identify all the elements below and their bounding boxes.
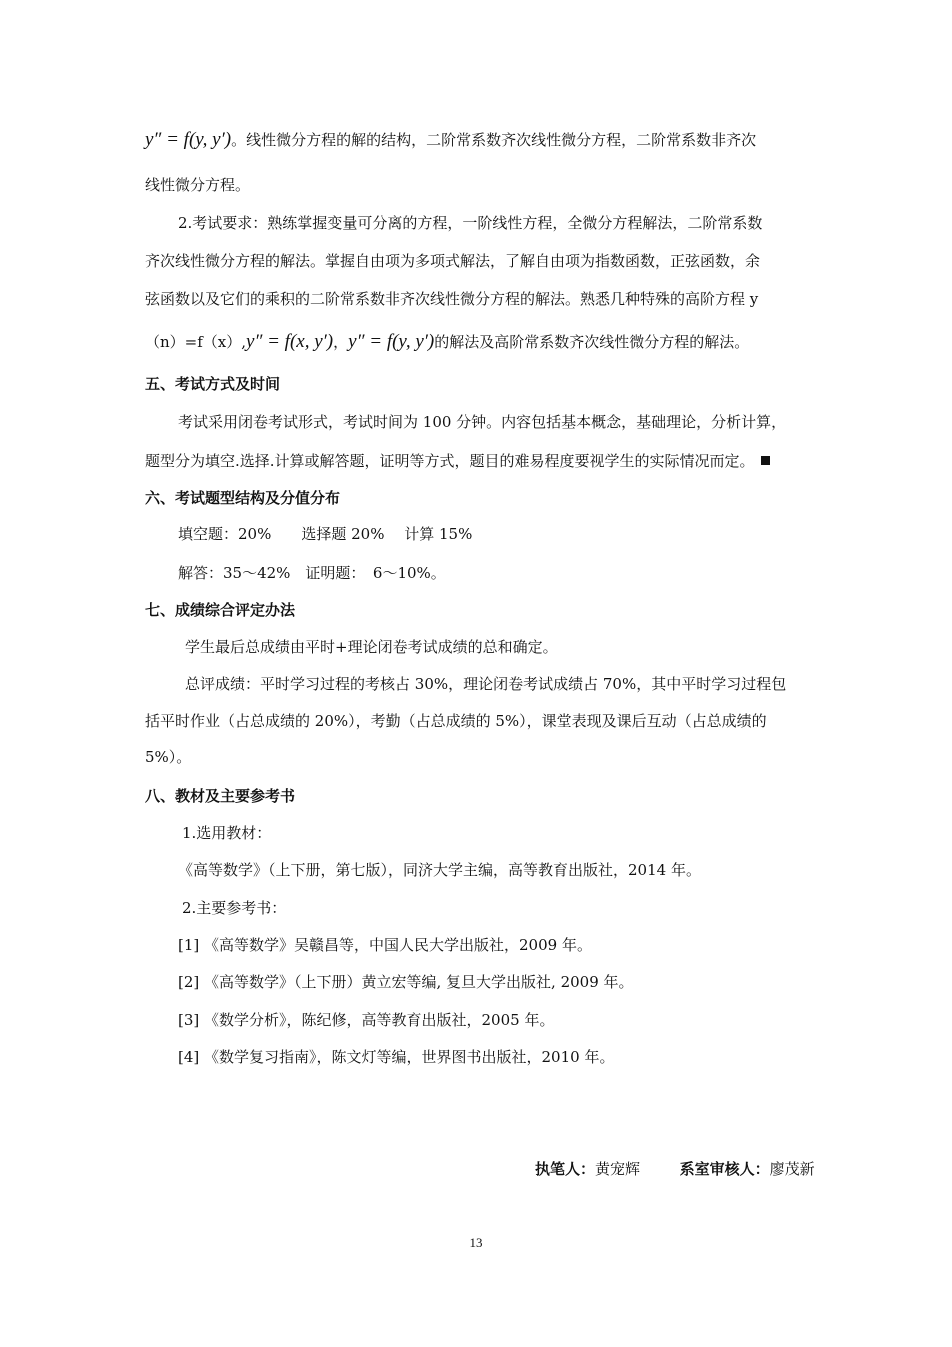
- paragraph-line: 括平时作业（占总成绩的 20%），考勤（占总成绩的 5%），课堂表现及课后互动（占总成绩的: [145, 712, 767, 730]
- score-distribution-line: 解答：35～42% 证明题： 6～10%。: [178, 564, 446, 582]
- exam-requirement-line: 齐次线性微分方程的解法。掌握自由项为多项式解法，了解自由项为指数函数，正弦函数，余: [145, 252, 761, 270]
- text: 。线性微分方程的解的结构，二阶常系数齐次线性微分方程，二阶常系数非齐次: [231, 131, 757, 149]
- textbook-entry: 《高等数学》（上下册，第七版），同济大学主编，高等教育出版社，2014 年。: [178, 861, 701, 879]
- section-heading: 八、教材及主要参考书: [145, 787, 296, 805]
- separator: ，: [333, 333, 349, 351]
- paragraph-line: 线性微分方程。: [145, 176, 251, 194]
- paragraph-line: [145, 128, 756, 152]
- reviewer-label: 系室审核人：: [679, 1160, 770, 1178]
- reference-item: [4] 《数学复习指南》，陈文灯等编，世界图书出版社，2010 年。: [178, 1048, 615, 1066]
- end-mark-icon: [761, 456, 770, 465]
- text: 的解法及高阶常系数齐次线性微分方程的解法。: [434, 333, 750, 351]
- page-number: 13: [469, 1235, 483, 1250]
- paragraph-line: 考试采用闭卷考试形式，考试时间为 100 分钟。内容包括基本概念，基础理论，分析计算，: [178, 413, 787, 431]
- text: 题型分为填空.选择.计算或解答题，证明等方式，题目的难易程度要视学生的实际情况而定。: [145, 452, 755, 470]
- paragraph-line: 总评成绩：平时学习过程的考核占 30%，理论闭卷考试成绩占 70%，其中平时学习过程包: [185, 675, 787, 693]
- score-distribution-line: 填空题：20% 选择题 20% 计算 15%: [178, 525, 473, 543]
- reference-item: [1] 《高等数学》吴赣昌等，中国人民大学出版社，2009 年。: [178, 936, 592, 954]
- section-heading: 五、考试方式及时间: [145, 375, 281, 393]
- exam-requirement-line: [145, 330, 749, 354]
- paragraph-line: 学生最后总成绩由平时+理论闭卷考试成绩的总和确定。: [185, 638, 558, 656]
- textbook-label: 1.选用教材：: [182, 824, 272, 842]
- reviewer-name: 廖茂新: [769, 1160, 815, 1178]
- paragraph-line: [145, 449, 770, 473]
- formula: y″ = f(y, y′): [145, 129, 232, 150]
- exam-requirement-line: 2.考试要求：熟练掌握变量可分离的方程，一阶线性方程，全微分方程解法，二阶常系数: [178, 214, 763, 232]
- text: （n）=f（x）,: [145, 333, 247, 351]
- paragraph-line: 5%）。: [145, 748, 192, 766]
- references-label: 2.主要参考书：: [182, 899, 287, 917]
- signature-line: [535, 1157, 815, 1181]
- author-name: 黄宠辉: [595, 1160, 641, 1178]
- formula: y″ = f(y, y′): [348, 331, 435, 352]
- author-label: 执笔人：: [535, 1160, 596, 1178]
- exam-requirement-line: 弦函数以及它们的乘积的二阶常系数非齐次线性微分方程的解法。熟悉几种特殊的高阶方程 y: [145, 290, 759, 308]
- section-heading: 六、考试题型结构及分值分布: [145, 489, 341, 507]
- formula: y″ = f(x, y′): [246, 331, 334, 352]
- reference-item: [2] 《高等数学》（上下册）黄立宏等编, 复旦大学出版社, 2009 年。: [178, 973, 634, 991]
- section-heading: 七、成绩综合评定办法: [145, 601, 296, 619]
- reference-item: [3] 《数学分析》，陈纪修，高等教育出版社，2005 年。: [178, 1011, 555, 1029]
